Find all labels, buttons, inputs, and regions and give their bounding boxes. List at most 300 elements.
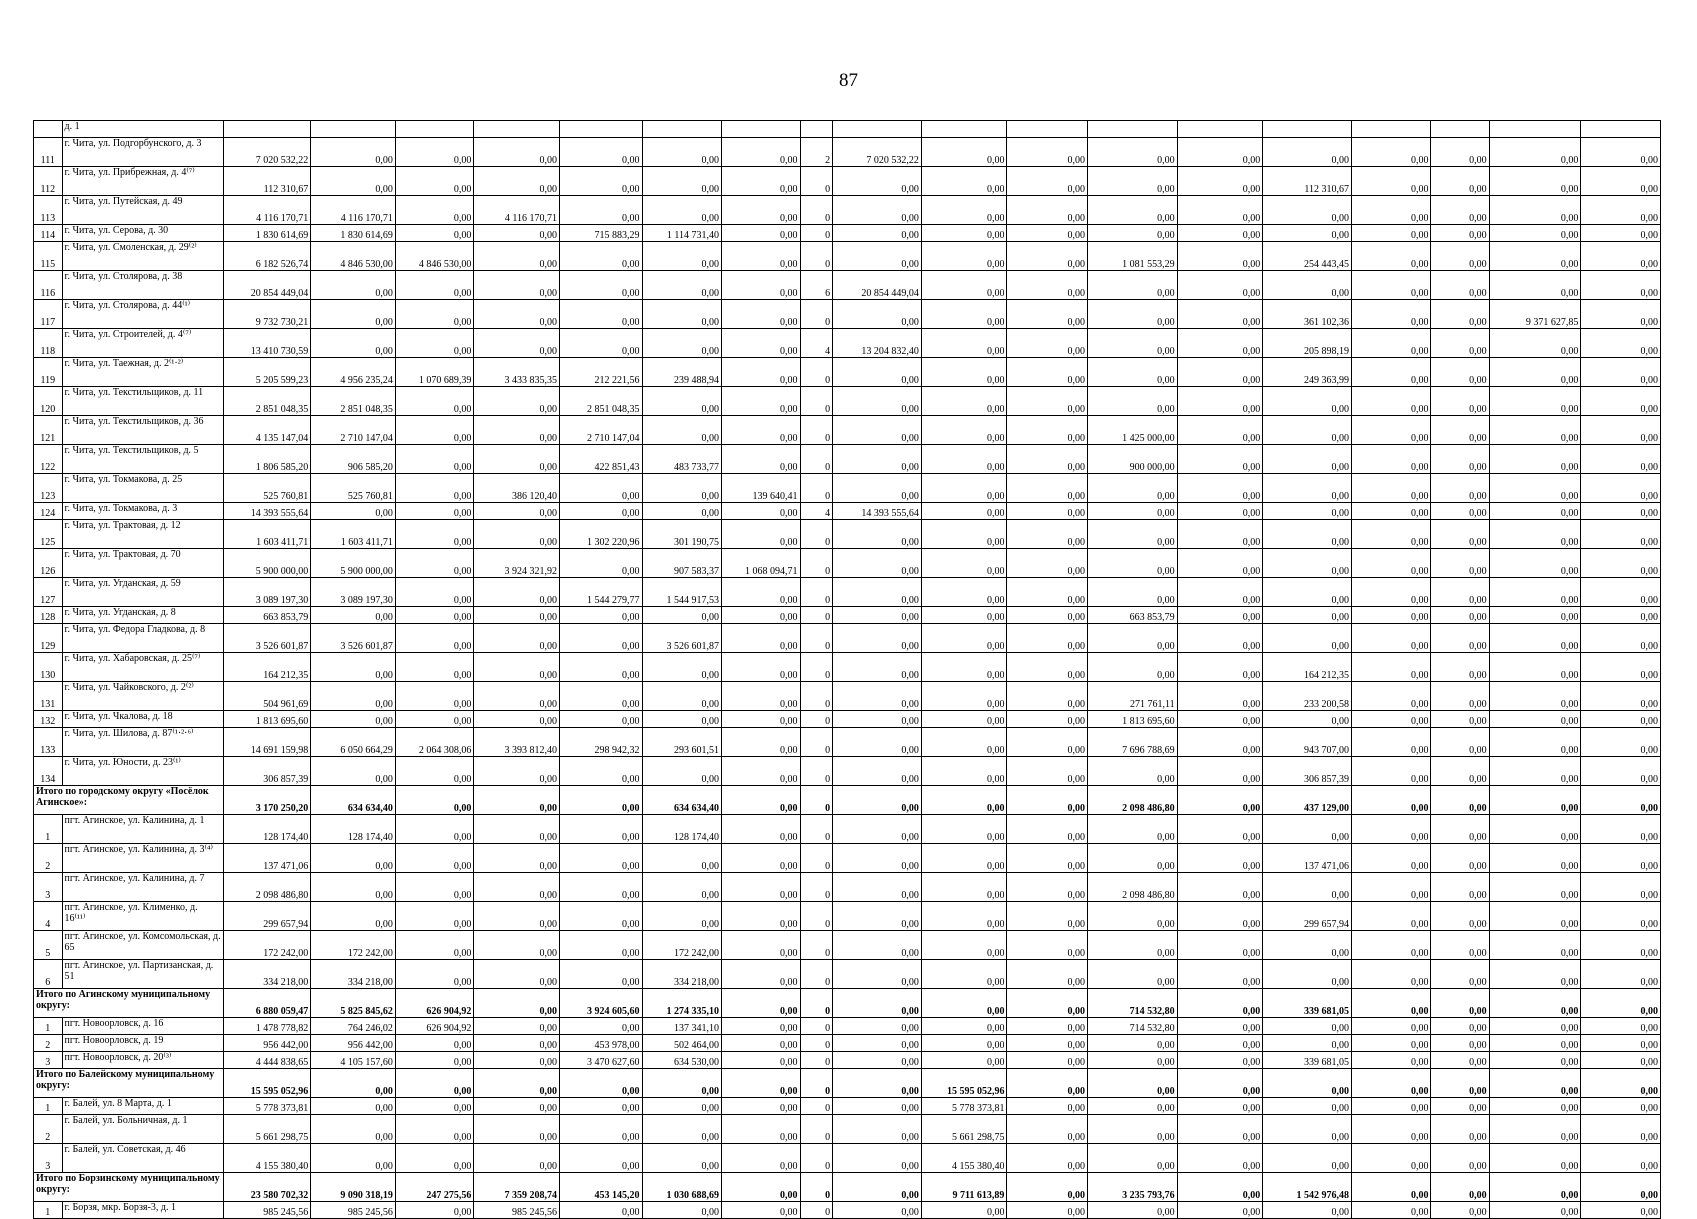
value-cell: 626 904,92 [395, 989, 473, 1018]
value-cell: 0,00 [722, 682, 800, 711]
value-cell: 0,00 [395, 167, 473, 196]
value-cell: 0,00 [559, 138, 642, 167]
value-cell: 0,00 [833, 728, 922, 757]
value-cell: 1 081 553,29 [1087, 242, 1177, 271]
address-cell: г. Балей, ул. Советская, д. 46 [62, 1144, 223, 1173]
value-cell: 0 [800, 607, 833, 624]
address-cell: г. Балей, ул. Больничная, д. 1 [62, 1115, 223, 1144]
value-cell: 0,00 [1177, 902, 1263, 931]
value-cell: 0,00 [833, 1173, 922, 1202]
value-cell: 0,00 [1351, 138, 1431, 167]
value-cell: 0,00 [921, 225, 1007, 242]
value-cell: 0,00 [1177, 844, 1263, 873]
value-cell: 301 190,75 [642, 520, 722, 549]
value-cell: 0,00 [1087, 138, 1177, 167]
value-cell: 0,00 [559, 931, 642, 960]
value-cell: 0,00 [474, 167, 560, 196]
address-cell: г. Чита, ул. Токмакова, д. 25 [62, 474, 223, 503]
value-cell: 0,00 [1489, 786, 1581, 815]
value-cell: 0,00 [833, 1018, 922, 1035]
value-cell: 0,00 [722, 728, 800, 757]
row-number: 113 [34, 196, 63, 225]
value-cell: 23 580 702,32 [223, 1173, 311, 1202]
value-cell: 0,00 [311, 711, 396, 728]
value-cell: 985 245,56 [474, 1202, 560, 1219]
value-cell: 0,00 [1581, 445, 1661, 474]
value-cell [722, 121, 800, 138]
value-cell: 233 200,58 [1263, 682, 1352, 711]
row-number: 2 [34, 1035, 63, 1052]
value-cell: 7 020 532,22 [223, 138, 311, 167]
address-cell: пгт. Агинское, ул. Клименко, д. 16⁽¹¹⁾ [62, 902, 223, 931]
row-number: 1 [34, 1018, 63, 1035]
value-cell: 0,00 [1581, 624, 1661, 653]
value-cell: 0,00 [1431, 1069, 1489, 1098]
value-cell: 386 120,40 [474, 474, 560, 503]
value-cell: 0,00 [311, 653, 396, 682]
value-cell: 0,00 [1489, 474, 1581, 503]
value-cell: 0,00 [474, 416, 560, 445]
value-cell: 0,00 [1177, 1018, 1263, 1035]
table-body [34, 121, 1661, 1219]
value-cell: 3 089 197,30 [223, 578, 311, 607]
value-cell: 5 900 000,00 [311, 549, 396, 578]
value-cell: 0,00 [722, 358, 800, 387]
value-cell: 0,00 [921, 1035, 1007, 1052]
address-cell: г. Борзя, мкр. Борзя-3, д. 1 [62, 1202, 223, 1219]
value-cell: 0,00 [1087, 503, 1177, 520]
row-number: 3 [34, 1052, 63, 1069]
value-cell: 0,00 [1351, 167, 1431, 196]
value-cell: 0,00 [722, 329, 800, 358]
value-cell: 0,00 [559, 1018, 642, 1035]
value-cell: 0,00 [921, 474, 1007, 503]
value-cell: 0,00 [1263, 271, 1352, 300]
value-cell: 0,00 [1007, 844, 1088, 873]
value-cell: 0,00 [921, 1052, 1007, 1069]
value-cell: 3 470 627,60 [559, 1052, 642, 1069]
value-cell: 0,00 [1007, 329, 1088, 358]
table-row [34, 1035, 1661, 1052]
value-cell: 0 [800, 387, 833, 416]
value-cell: 293 601,51 [642, 728, 722, 757]
value-cell: 0,00 [1489, 225, 1581, 242]
value-cell: 0,00 [474, 757, 560, 786]
table-row [34, 225, 1661, 242]
value-cell: 0,00 [474, 387, 560, 416]
value-cell: 0,00 [1489, 902, 1581, 931]
value-cell: 0,00 [921, 520, 1007, 549]
table-row [34, 474, 1661, 503]
value-cell: 0,00 [1431, 167, 1489, 196]
value-cell: 0,00 [833, 844, 922, 873]
value-cell: 0,00 [1489, 844, 1581, 873]
value-cell: 0,00 [921, 300, 1007, 329]
value-cell: 0,00 [1351, 989, 1431, 1018]
value-cell: 0,00 [1087, 196, 1177, 225]
value-cell: 0,00 [1489, 815, 1581, 844]
value-cell: 0,00 [722, 225, 800, 242]
value-cell [1581, 121, 1661, 138]
value-cell [1087, 121, 1177, 138]
value-cell: 0,00 [1351, 844, 1431, 873]
value-cell: 0,00 [1087, 1115, 1177, 1144]
value-cell: 0,00 [1581, 416, 1661, 445]
value-cell: 20 854 449,04 [833, 271, 922, 300]
value-cell: 0,00 [1177, 989, 1263, 1018]
value-cell: 2 851 048,35 [311, 387, 396, 416]
value-cell: 0,00 [642, 1069, 722, 1098]
value-cell: 0,00 [1489, 578, 1581, 607]
value-cell: 0 [800, 167, 833, 196]
row-number: 1 [34, 815, 63, 844]
value-cell: 0,00 [642, 138, 722, 167]
value-cell: 0,00 [474, 989, 560, 1018]
value-cell: 907 583,37 [642, 549, 722, 578]
value-cell: 0,00 [311, 757, 396, 786]
value-cell: 0 [800, 1144, 833, 1173]
value-cell: 0,00 [1087, 624, 1177, 653]
value-cell: 0,00 [559, 167, 642, 196]
value-cell: 0,00 [311, 1144, 396, 1173]
value-cell: 2 710 147,04 [559, 416, 642, 445]
value-cell: 0,00 [833, 786, 922, 815]
value-cell: 0,00 [474, 578, 560, 607]
value-cell: 0,00 [1431, 1098, 1489, 1115]
value-cell: 0,00 [1351, 358, 1431, 387]
value-cell: 0,00 [1351, 271, 1431, 300]
value-cell: 5 778 373,81 [223, 1098, 311, 1115]
value-cell: 0,00 [474, 653, 560, 682]
value-cell: 0,00 [311, 329, 396, 358]
subtotal-label: Итого по городскому округу «Посёлок Агинское»: [34, 786, 224, 815]
table-row [34, 607, 1661, 624]
value-cell: 2 710 147,04 [311, 416, 396, 445]
value-cell: 0,00 [1007, 300, 1088, 329]
value-cell: 0,00 [722, 578, 800, 607]
address-cell: г. Чита, ул. Юности, д. 23⁽¹⁾ [62, 757, 223, 786]
value-cell: 0,00 [1351, 607, 1431, 624]
value-cell: 0,00 [1177, 138, 1263, 167]
table-row [34, 1018, 1661, 1035]
address-cell: г. Чита, ул. Подгорбунского, д. 3 [62, 138, 223, 167]
value-cell: 334 218,00 [642, 960, 722, 989]
value-cell: 0,00 [642, 387, 722, 416]
value-cell: 0,00 [1177, 1202, 1263, 1219]
value-cell: 0,00 [642, 329, 722, 358]
value-cell: 0,00 [559, 873, 642, 902]
value-cell: 0,00 [642, 1115, 722, 1144]
row-number: 127 [34, 578, 63, 607]
table-row [34, 682, 1661, 711]
value-cell: 0 [800, 1069, 833, 1098]
value-cell: 0,00 [722, 503, 800, 520]
address-cell: г. Чита, ул. Путейская, д. 49 [62, 196, 223, 225]
value-cell: 3 526 601,87 [642, 624, 722, 653]
value-cell: 0,00 [722, 300, 800, 329]
value-cell: 0,00 [1007, 358, 1088, 387]
value-cell: 0,00 [642, 300, 722, 329]
value-cell: 1 544 917,53 [642, 578, 722, 607]
value-cell: 0,00 [1007, 242, 1088, 271]
value-cell: 0,00 [921, 578, 1007, 607]
value-cell: 0,00 [1489, 624, 1581, 653]
value-cell: 0,00 [1007, 931, 1088, 960]
value-cell: 0,00 [1177, 474, 1263, 503]
value-cell: 112 310,67 [1263, 167, 1352, 196]
value-cell: 0,00 [474, 902, 560, 931]
value-cell: 0,00 [1431, 1018, 1489, 1035]
value-cell: 172 242,00 [642, 931, 722, 960]
value-cell: 0,00 [395, 844, 473, 873]
value-cell: 0,00 [1431, 503, 1489, 520]
value-cell: 0,00 [1431, 358, 1489, 387]
value-cell: 0,00 [559, 653, 642, 682]
value-cell: 0,00 [1581, 682, 1661, 711]
value-cell: 0,00 [1177, 387, 1263, 416]
value-cell: 0,00 [833, 300, 922, 329]
value-cell: 0,00 [395, 1144, 473, 1173]
value-cell: 0,00 [1351, 1018, 1431, 1035]
value-cell: 0,00 [1007, 711, 1088, 728]
value-cell: 0,00 [1489, 445, 1581, 474]
value-cell: 0,00 [1581, 520, 1661, 549]
value-cell: 0,00 [921, 607, 1007, 624]
value-cell: 0,00 [1489, 196, 1581, 225]
value-cell: 0,00 [1431, 1115, 1489, 1144]
value-cell: 0,00 [474, 815, 560, 844]
row-number: 114 [34, 225, 63, 242]
value-cell: 0,00 [1087, 300, 1177, 329]
value-cell: 5 900 000,00 [223, 549, 311, 578]
value-cell: 0,00 [1581, 931, 1661, 960]
value-cell: 437 129,00 [1263, 786, 1352, 815]
value-cell: 0,00 [311, 503, 396, 520]
value-cell: 0,00 [722, 1018, 800, 1035]
value-cell: 0,00 [474, 1115, 560, 1144]
value-cell: 4 135 147,04 [223, 416, 311, 445]
address-cell: пгт. Агинское, ул. Комсомольская, д. 65 [62, 931, 223, 960]
address-cell: г. Чита, ул. Серова, д. 30 [62, 225, 223, 242]
value-cell: 2 064 308,06 [395, 728, 473, 757]
value-cell: 0,00 [1351, 711, 1431, 728]
value-cell: 4 [800, 329, 833, 358]
value-cell: 0,00 [395, 1069, 473, 1098]
value-cell: 0,00 [559, 682, 642, 711]
value-cell: 3 526 601,87 [311, 624, 396, 653]
table-row [34, 138, 1661, 167]
value-cell: 0,00 [559, 1115, 642, 1144]
table-row [34, 711, 1661, 728]
subtotal-label: Итого по Агинскому муниципальному округу: [34, 989, 224, 1018]
value-cell: 0,00 [833, 757, 922, 786]
table-row [34, 902, 1661, 931]
value-cell: 0,00 [474, 242, 560, 271]
value-cell: 0,00 [1581, 1018, 1661, 1035]
value-cell: 0,00 [1581, 1202, 1661, 1219]
value-cell: 0,00 [1177, 503, 1263, 520]
table-row [34, 1144, 1661, 1173]
value-cell: 0,00 [833, 549, 922, 578]
value-cell: 0 [800, 989, 833, 1018]
address-cell: д. 1 [62, 121, 223, 138]
value-cell: 0,00 [395, 607, 473, 624]
value-cell: 0,00 [722, 242, 800, 271]
value-cell [1431, 121, 1489, 138]
table-row [34, 1098, 1661, 1115]
address-cell: г. Чита, ул. Угданская, д. 8 [62, 607, 223, 624]
value-cell: 0 [800, 682, 833, 711]
address-cell: г. Чита, ул. Федора Гладкова, д. 8 [62, 624, 223, 653]
value-cell: 0,00 [1177, 578, 1263, 607]
value-cell: 0,00 [1177, 653, 1263, 682]
value-cell: 0,00 [311, 873, 396, 902]
value-cell: 504 961,69 [223, 682, 311, 711]
value-cell: 0,00 [642, 902, 722, 931]
value-cell: 0 [800, 549, 833, 578]
value-cell: 0,00 [921, 728, 1007, 757]
value-cell: 0,00 [1263, 960, 1352, 989]
value-cell: 0 [800, 242, 833, 271]
value-cell: 0,00 [642, 682, 722, 711]
value-cell: 0,00 [559, 786, 642, 815]
value-cell: 299 657,94 [1263, 902, 1352, 931]
value-cell: 1 830 614,69 [223, 225, 311, 242]
table-row [34, 653, 1661, 682]
value-cell: 0,00 [1581, 549, 1661, 578]
subtotal-label: Итого по Балейскому муниципальному округу: [34, 1069, 224, 1098]
address-cell: г. Чита, ул. Трактовая, д. 12 [62, 520, 223, 549]
value-cell: 0,00 [722, 1202, 800, 1219]
value-cell: 0,00 [1431, 549, 1489, 578]
value-cell: 4 155 380,40 [223, 1144, 311, 1173]
value-cell: 0,00 [1087, 329, 1177, 358]
value-cell: 5 661 298,75 [921, 1115, 1007, 1144]
value-cell: 0,00 [1581, 329, 1661, 358]
value-cell: 0,00 [921, 196, 1007, 225]
address-cell: г. Чита, ул. Столярова, д. 44⁽¹⁾ [62, 300, 223, 329]
value-cell: 0,00 [833, 1052, 922, 1069]
value-cell: 0,00 [311, 1115, 396, 1144]
value-cell: 0,00 [1263, 225, 1352, 242]
value-cell: 0,00 [1263, 1035, 1352, 1052]
value-cell: 0,00 [1351, 1052, 1431, 1069]
row-number: 117 [34, 300, 63, 329]
value-cell: 0,00 [1177, 445, 1263, 474]
value-cell: 0,00 [833, 578, 922, 607]
value-cell: 0,00 [1431, 1173, 1489, 1202]
value-cell: 0,00 [1087, 549, 1177, 578]
value-cell: 0,00 [395, 578, 473, 607]
value-cell: 0,00 [1489, 728, 1581, 757]
value-cell [921, 121, 1007, 138]
value-cell: 0,00 [474, 786, 560, 815]
value-cell: 1 813 695,60 [223, 711, 311, 728]
value-cell: 15 595 052,96 [921, 1069, 1007, 1098]
address-cell: пгт. Новоорловск, д. 19 [62, 1035, 223, 1052]
value-cell: 0,00 [1007, 520, 1088, 549]
value-cell: 0,00 [395, 624, 473, 653]
value-cell: 0,00 [1489, 989, 1581, 1018]
value-cell: 0 [800, 300, 833, 329]
table-row [34, 387, 1661, 416]
value-cell: 0,00 [921, 387, 1007, 416]
value-cell: 0,00 [1489, 1115, 1581, 1144]
row-number: 118 [34, 329, 63, 358]
value-cell: 525 760,81 [311, 474, 396, 503]
value-cell: 0,00 [1581, 1069, 1661, 1098]
value-cell: 0,00 [1263, 416, 1352, 445]
value-cell: 0,00 [833, 960, 922, 989]
value-cell: 0,00 [395, 387, 473, 416]
value-cell: 0 [800, 711, 833, 728]
value-cell: 0,00 [395, 416, 473, 445]
value-cell: 0,00 [559, 1098, 642, 1115]
table-row [34, 1115, 1661, 1144]
value-cell: 0,00 [1489, 167, 1581, 196]
value-cell: 0,00 [1177, 1069, 1263, 1098]
value-cell: 0,00 [311, 167, 396, 196]
address-cell: пгт. Агинское, ул. Калинина, д. 7 [62, 873, 223, 902]
value-cell: 422 851,43 [559, 445, 642, 474]
value-cell: 0,00 [395, 902, 473, 931]
address-cell: г. Чита, ул. Таежная, д. 2⁽¹·²⁾ [62, 358, 223, 387]
value-cell: 0 [800, 1035, 833, 1052]
value-cell: 0,00 [474, 445, 560, 474]
address-cell: г. Чита, ул. Текстильщиков, д. 11 [62, 387, 223, 416]
value-cell: 0,00 [1177, 728, 1263, 757]
value-cell: 0,00 [395, 1115, 473, 1144]
value-cell: 0,00 [1489, 1144, 1581, 1173]
value-cell: 0,00 [1581, 1115, 1661, 1144]
value-cell: 334 218,00 [311, 960, 396, 989]
value-cell: 0,00 [1431, 653, 1489, 682]
value-cell: 0 [800, 1173, 833, 1202]
value-cell: 0,00 [474, 711, 560, 728]
value-cell: 0,00 [722, 1115, 800, 1144]
table-row [34, 329, 1661, 358]
value-cell: 0,00 [395, 503, 473, 520]
value-cell: 0,00 [395, 271, 473, 300]
value-cell: 1 070 689,39 [395, 358, 473, 387]
value-cell: 0,00 [722, 1052, 800, 1069]
table-row [34, 416, 1661, 445]
value-cell: 0,00 [642, 873, 722, 902]
value-cell: 0,00 [722, 167, 800, 196]
value-cell: 0,00 [1431, 474, 1489, 503]
table-row [34, 121, 1661, 138]
value-cell: 249 363,99 [1263, 358, 1352, 387]
value-cell: 0,00 [559, 474, 642, 503]
value-cell: 2 098 486,80 [1087, 873, 1177, 902]
value-cell: 0,00 [1263, 520, 1352, 549]
value-cell: 0,00 [1177, 196, 1263, 225]
value-cell: 0,00 [1351, 474, 1431, 503]
value-cell: 172 242,00 [311, 931, 396, 960]
value-cell: 0,00 [1177, 815, 1263, 844]
value-cell: 0,00 [642, 711, 722, 728]
value-cell: 0,00 [833, 167, 922, 196]
value-cell: 0,00 [642, 1144, 722, 1173]
value-cell: 0,00 [1177, 549, 1263, 578]
value-cell: 1 030 688,69 [642, 1173, 722, 1202]
address-cell: г. Чита, ул. Текстильщиков, д. 5 [62, 445, 223, 474]
value-cell: 5 778 373,81 [921, 1098, 1007, 1115]
value-cell: 0,00 [1581, 138, 1661, 167]
value-cell: 0,00 [833, 1035, 922, 1052]
value-cell: 0,00 [921, 503, 1007, 520]
value-cell: 0,00 [1351, 520, 1431, 549]
